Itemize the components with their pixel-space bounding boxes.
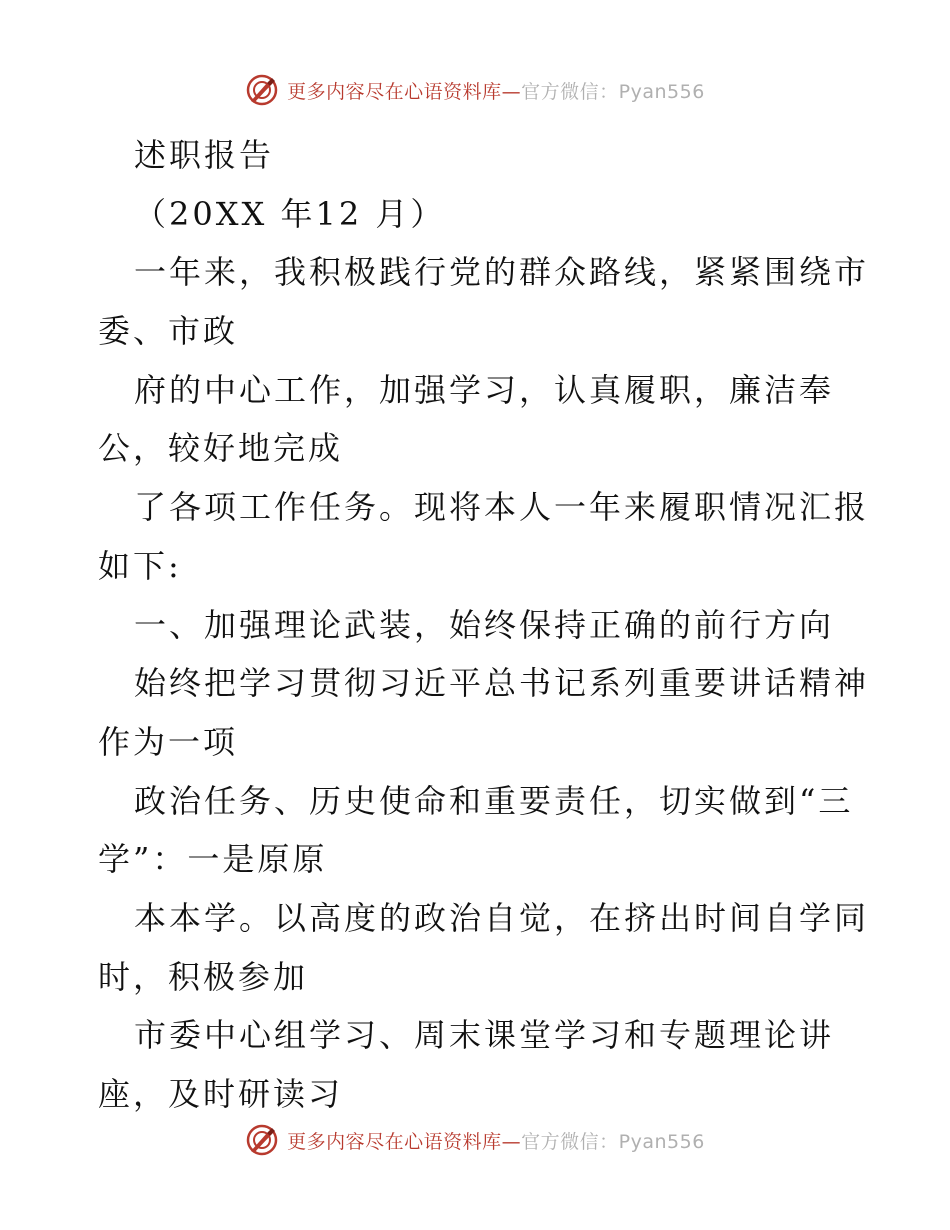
text-line: 述职报告 [134, 136, 275, 174]
document-body [98, 126, 870, 1124]
wechat-id: 官方微信：Pyan556 [521, 80, 705, 103]
text-line: 政治任务、历史使命和重要责任，切实做到“三 [134, 781, 854, 820]
banner-text: 更多内容尽在心语资料库—官方微信：Pyan556 [287, 80, 705, 103]
text-line: 市委中心组学习、周末课堂学习和专题理论讲 [134, 1016, 835, 1055]
text-line: 时，积极参加 [98, 957, 309, 996]
text-line: 始终把学习贯彻习近平总书记系列重要讲话精神 [134, 664, 870, 703]
text-line: 如下: [98, 546, 182, 585]
text-line: 委、市政 [98, 312, 239, 351]
text-line: 府的中心工作，加强学习，认真履职，廉洁奉 [134, 370, 835, 409]
text-line: 一、加强理论武装，始终保持正确的前行方向 [134, 605, 835, 644]
pen-seal-icon [245, 1123, 279, 1157]
text-line: 座，及时研读习 [98, 1075, 344, 1113]
footer-banner [0, 1118, 950, 1162]
banner-text: 更多内容尽在心语资料库—官方微信：Pyan556 [287, 1130, 705, 1153]
wechat-id: 官方微信：Pyan556 [521, 1130, 705, 1153]
text-line: 作为一项 [98, 722, 239, 761]
text-line: 公，较好地完成 [98, 429, 344, 468]
text-line: 一年来，我积极践行党的群众路线，紧紧围绕市 [134, 253, 870, 292]
text-line: （20XX 年12 月） [134, 194, 446, 233]
header-banner [0, 68, 950, 112]
text-line: 本本学。以高度的政治自觉，在挤出时间自学同 [134, 898, 870, 937]
text-line: 了各项工作任务。现将本人一年来履职情况汇报 [134, 488, 870, 527]
pen-seal-icon [245, 73, 279, 107]
text-line: 学”：一是原原 [98, 840, 328, 879]
